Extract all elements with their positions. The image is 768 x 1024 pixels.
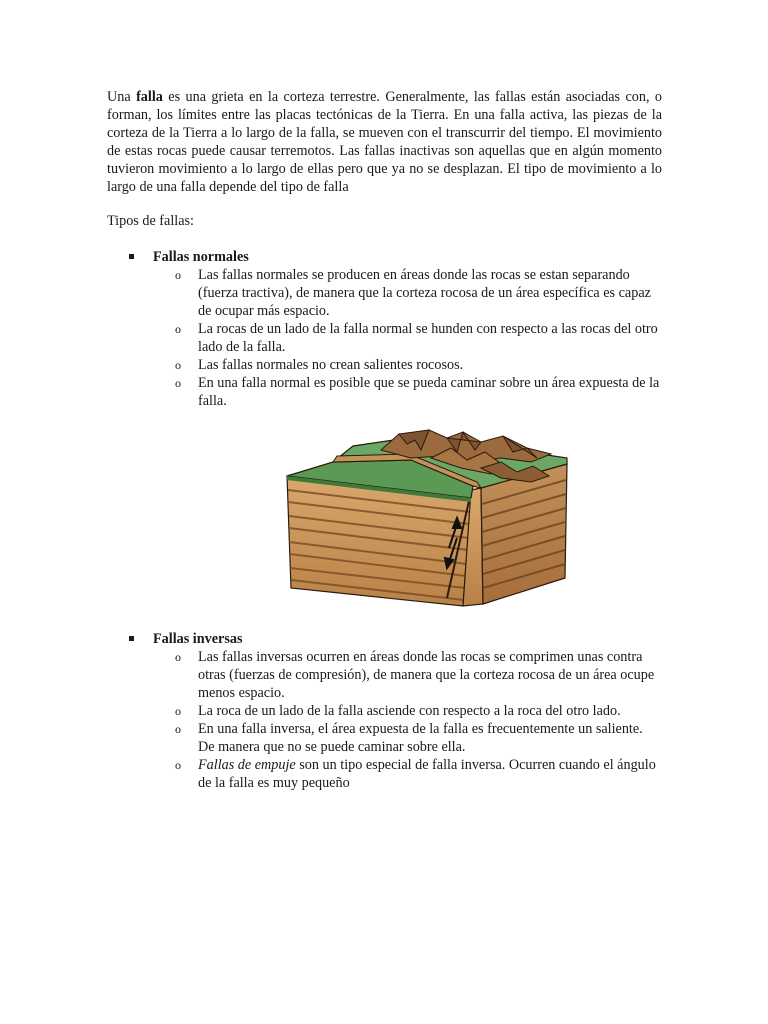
sub-list xyxy=(107,648,662,792)
square-bullet-icon xyxy=(129,254,134,259)
types-heading: Tipos de fallas: xyxy=(107,213,194,229)
list-item xyxy=(175,720,662,756)
list-item xyxy=(175,648,662,702)
section-normal-faults xyxy=(107,248,662,410)
circle-bullet-icon: o xyxy=(175,722,181,736)
normal-fault-block-diagram xyxy=(281,428,573,608)
section-title xyxy=(107,630,662,648)
section-title xyxy=(107,248,662,266)
intro-paragraph xyxy=(107,88,662,196)
circle-bullet-icon: o xyxy=(175,704,181,718)
list-item xyxy=(175,374,662,410)
list-item-text: Las fallas inversas ocurren en áreas donde las rocas se comprimen unas contra otras (fuerzas de compresión), de manera que la corteza rocosa de un área ocupe menos espacio. xyxy=(198,649,655,701)
circle-bullet-icon: o xyxy=(175,758,181,772)
list-item-text: son un tipo especial de falla inversa. Ocurren cuando el ángulo de la falla es muy pequeño xyxy=(198,757,656,791)
circle-bullet-icon: o xyxy=(175,322,181,336)
circle-bullet-icon: o xyxy=(175,268,181,282)
section-title-text: Fallas inversas xyxy=(153,631,243,647)
square-bullet-icon xyxy=(129,636,134,641)
section-reverse-faults xyxy=(107,630,662,792)
list-item xyxy=(175,756,662,792)
list-item xyxy=(175,320,662,356)
circle-bullet-icon: o xyxy=(175,650,181,664)
list-item-text: En una falla inversa, el área expuesta de la falla es frecuentemente un saliente. De manera que no se puede caminar sobre ella. xyxy=(198,721,643,755)
list-item-text: En una falla normal es posible que se pueda caminar sobre un área expuesta de la falla. xyxy=(198,375,660,409)
fault-diagram-svg xyxy=(281,428,573,608)
circle-bullet-icon: o xyxy=(175,358,181,372)
intro-lead-word: Una xyxy=(107,89,131,105)
list-item-text: Las fallas normales no crean salientes rocosos. xyxy=(198,357,464,373)
document-page xyxy=(107,88,662,792)
list-item-text: La rocas de un lado de la falla normal se hunden con respecto a las rocas del otro lado de la falla. xyxy=(198,321,658,355)
list-item-text: La roca de un lado de la falla asciende con respecto a la roca del otro lado. xyxy=(198,703,621,719)
circle-bullet-icon: o xyxy=(175,376,181,390)
sub-list xyxy=(107,266,662,410)
italic-term: Fallas de empuje xyxy=(198,757,296,773)
list-item xyxy=(175,356,662,374)
list-item xyxy=(175,702,662,720)
intro-term: falla xyxy=(136,89,163,105)
list-item-text: Las fallas normales se producen en áreas donde las rocas se estan separando (fuerza tractiva), de manera que la corteza rocosa de un área específica es capaz de ocupar más espacio. xyxy=(198,267,651,319)
list-item xyxy=(175,266,662,320)
intro-text: es una grieta en la corteza terrestre. Generalmente, las fallas están asociadas con, o forman, los límites entre las placas tectónicas de la Tierra. En una falla activa, las piezas de la corteza de la Tierra a lo largo de la falla, se mueven con el transcurrir del tiempo. El movimiento de estas rocas puede causar terremotos. Las fallas inactivas son aquellas que en algún momento tuvieron movimiento a lo largo de ellas pero que ya no se desplazan. El tipo de movimiento a lo largo de una falla depende del tipo de falla xyxy=(107,89,663,195)
section-title-text: Fallas normales xyxy=(153,249,249,265)
